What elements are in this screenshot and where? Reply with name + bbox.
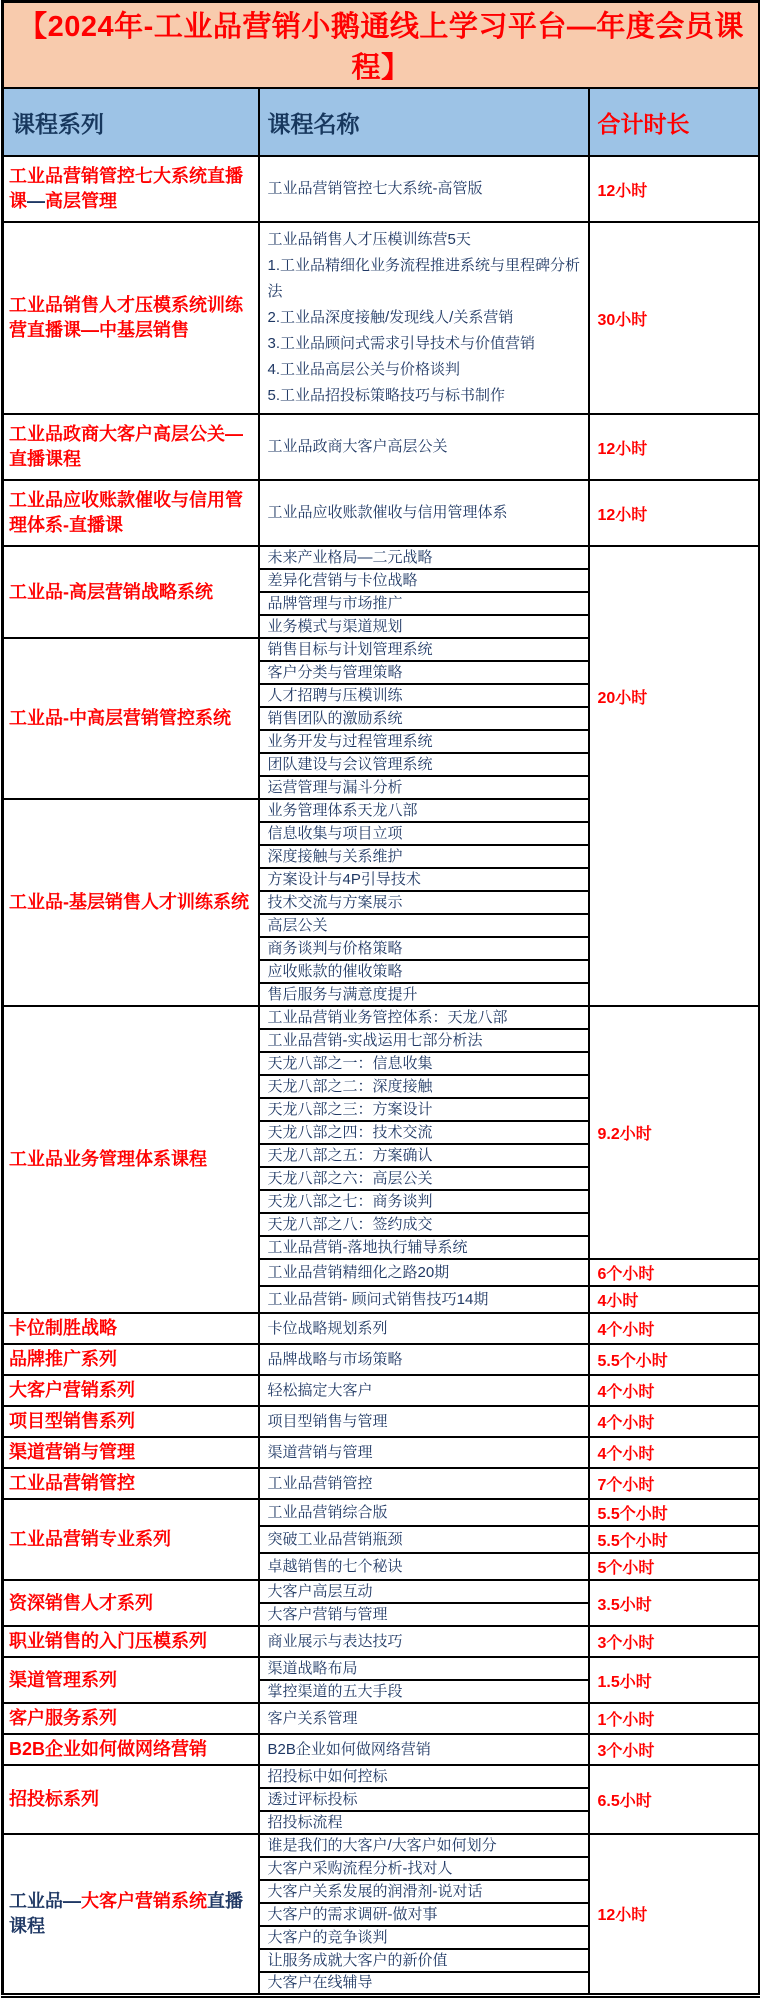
table-row [3,1703,760,1734]
course-cell: 天龙八部之五：方案确认 [259,1144,589,1167]
course-cell: 技术交流与方案展示 [259,891,589,914]
duration-cell: 5个小时 [589,1553,760,1580]
course-cell: 品牌战略与市场策略 [259,1344,589,1375]
course-cell: 未来产业格局—二元战略 [259,546,589,569]
course-cell: 高层公关 [259,914,589,937]
course-cell: 天龙八部之二：深度接触 [259,1075,589,1098]
series-text-segment: 工业品应收账款催收与信用管理体系-直播课 [9,490,243,535]
duration-cell: 6个小时 [589,1259,760,1286]
duration-cell: 5.5个小时 [589,1344,760,1375]
series-cell [3,1765,259,1834]
course-cell: 招投标中如何控标 [259,1765,589,1788]
course-cell: 突破工业品营销瓶颈 [259,1526,589,1553]
course-cell: 工业品营销综合版 [259,1499,589,1526]
course-cell: 让服务成就大客户的新价值 [259,1949,589,1972]
course-cell: 天龙八部之一：信息收集 [259,1052,589,1075]
table-row [3,222,760,414]
table-row [3,414,760,480]
course-cell: 大客户关系发展的润滑剂-说对话 [259,1880,589,1903]
course-cell: 渠道营销与管理 [259,1437,589,1468]
series-text-segment: 工业品政商大客户高层公关—直播课程 [9,424,243,469]
duration-cell: 4个小时 [589,1375,760,1406]
course-cell: 卡位战略规划系列 [259,1313,589,1344]
table-row [3,1626,760,1657]
series-text-segment: 直播课程 [9,1890,243,1936]
course-cell: 售后服务与满意度提升 [259,983,589,1006]
course-cell: 天龙八部之六：高层公关 [259,1167,589,1190]
course-cell [259,222,589,414]
course-cell: 大客户高层互动 [259,1580,589,1603]
duration-cell: 6.5小时 [589,1765,760,1834]
series-text-segment: 渠道营销与管理 [9,1442,135,1462]
series-cell [3,1313,259,1344]
series-text-segment: 工业品营销管控 [9,1473,135,1493]
course-cell: B2B企业如何做网络营销 [259,1734,589,1765]
series-text-segment: 客户服务系列 [9,1708,117,1728]
duration-cell: 4个小时 [589,1406,760,1437]
duration-cell: 7个小时 [589,1468,760,1499]
course-line: 2.工业品深度接触/发现线人/关系营销 [267,309,514,326]
course-cell: 深度接触与关系维护 [259,845,589,868]
series-text-segment: 项目型销售系列 [9,1411,135,1431]
series-cell [3,1468,259,1499]
series-text-segment: 大客户营销系列 [9,1380,135,1400]
course-table [1,0,760,1998]
course-cell: 差异化营销与卡位战略 [259,569,589,592]
table-row [3,1375,760,1406]
title-row [3,2,760,89]
duration-cell: 30小时 [589,222,760,414]
course-cell: 天龙八部之四：技术交流 [259,1121,589,1144]
duration-cell: 4小时 [589,1286,760,1313]
series-text-segment: 资深销售人才系列 [9,1592,153,1613]
course-cell: 业务模式与渠道规划 [259,615,589,638]
course-cell: 工业品营销业务管控体系：天龙八部 [259,1006,589,1029]
series-cell [3,1703,259,1734]
column-header-series: 课程系列 [3,88,259,156]
course-line: 3.工业品顾问式需求引导技术与价值营销 [267,335,536,352]
duration-cell: 1个小时 [589,1703,760,1734]
table-header-row [3,88,760,156]
table-row [3,1406,760,1437]
table-row [3,1006,760,1029]
course-line: 工业品营销管控七大系统-高管版 [267,180,483,197]
table-row [3,1344,760,1375]
table-row [3,156,760,222]
series-text-segment: 渠道管理系列 [9,1669,117,1690]
duration-cell: 12小时 [589,414,760,480]
course-cell: 天龙八部之三：方案设计 [259,1098,589,1121]
series-cell [3,799,259,1006]
duration-cell: 20小时 [589,546,760,1006]
course-cell: 业务开发与过程管理系统 [259,730,589,753]
course-cell: 工业品营销管控 [259,1468,589,1499]
table-row [3,1313,760,1344]
duration-cell: 4个小时 [589,1437,760,1468]
column-header-duration: 合计时长 [589,88,760,156]
table-row [3,480,760,546]
series-cell [3,1580,259,1626]
series-text-segment: — [63,1890,81,1911]
duration-cell: 3个小时 [589,1734,760,1765]
table-body [3,156,760,1995]
series-text-segment: 工业品业务管理体系课程 [9,1149,207,1169]
series-text-segment: — [27,191,45,211]
course-cell: 透过评标投标 [259,1788,589,1811]
series-text-segment: 大客户营销系统 [81,1890,207,1911]
course-cell: 渠道战略布局 [259,1657,589,1680]
series-cell [3,638,259,799]
series-text-segment: 工业品营销专业系列 [9,1529,171,1549]
series-text-segment: 卡位制胜战略 [9,1318,117,1338]
series-cell [3,1006,259,1313]
course-cell: 天龙八部之八：签约成交 [259,1213,589,1236]
course-cell: 运营管理与漏斗分析 [259,776,589,799]
duration-cell: 3.5小时 [589,1580,760,1626]
series-cell [3,1657,259,1703]
table-row [3,546,760,569]
duration-cell: 5.5个小时 [589,1526,760,1553]
course-line: 工业品政商大客户高层公关 [267,438,448,455]
course-cell: 客户分类与管理策略 [259,661,589,684]
course-cell: 大客户采购流程分析-找对人 [259,1857,589,1880]
course-cell: 人才招聘与压模训练 [259,684,589,707]
series-cell [3,222,259,414]
course-cell: 团队建设与会议管理系统 [259,753,589,776]
course-cell: 方案设计与4P引导技术 [259,868,589,891]
course-cell: 商务谈判与价格策略 [259,937,589,960]
course-cell [259,414,589,480]
duration-cell: 3个小时 [589,1626,760,1657]
series-cell [3,414,259,480]
series-cell [3,480,259,546]
duration-cell: 12小时 [589,480,760,546]
duration-cell: 5.5个小时 [589,1499,760,1526]
duration-cell: 1.5小时 [589,1657,760,1703]
course-cell: 工业品营销精细化之路20期 [259,1259,589,1286]
table-row [3,1734,760,1765]
course-cell: 信息收集与项目立项 [259,822,589,845]
table-row [3,1580,760,1603]
series-cell [3,1734,259,1765]
series-text-segment: 品牌推广系列 [9,1349,117,1369]
series-text-segment: 工业品-高层营销战略系统 [9,581,213,602]
course-cell: 谁是我们的大客户/大客户如何划分 [259,1834,589,1857]
course-cell: 轻松搞定大客户 [259,1375,589,1406]
course-cell: 大客户营销与管理 [259,1603,589,1626]
series-cell [3,546,259,638]
series-cell [3,1406,259,1437]
course-cell: 卓越销售的七个秘诀 [259,1553,589,1580]
series-text-segment: 职业销售的入门压模系列 [9,1631,207,1651]
series-text-segment: 工业品-基层销售人才训练系统 [9,892,249,912]
series-text-segment: 工业品销售人才压模系统训练营直播课—中基层销售 [9,295,243,340]
table-row [3,1657,760,1680]
series-cell [3,1437,259,1468]
table-row [3,1499,760,1526]
table-row [3,1468,760,1499]
course-cell [259,480,589,546]
series-text-segment: 招投标系列 [9,1789,99,1809]
course-cell: 大客户的需求调研-做对事 [259,1903,589,1926]
course-cell: 销售目标与计划管理系统 [259,638,589,661]
course-line: 4.工业品高层公关与价格谈判 [267,361,461,378]
course-cell: 商业展示与表达技巧 [259,1626,589,1657]
series-text-segment: 高层管理 [45,191,117,211]
series-text-segment: 工业品营销管控七大系统直播课 [9,166,243,211]
course-line: 5.工业品招投标策略技巧与标书制作 [267,387,506,404]
course-cell: 天龙八部之七：商务谈判 [259,1190,589,1213]
course-cell: 销售团队的激励系统 [259,707,589,730]
course-cell: 应收账款的催收策略 [259,960,589,983]
course-line: 工业品应收账款催收与信用管理体系 [267,504,508,521]
course-cell: 招投标流程 [259,1811,589,1834]
course-cell [259,156,589,222]
course-cell: 客户关系管理 [259,1703,589,1734]
course-line: 1.工业品精细化业务流程推进系统与里程碑分析法 [267,257,581,300]
course-cell: 工业品营销- 顾问式销售技巧14期 [259,1286,589,1313]
series-cell [3,1344,259,1375]
series-cell [3,1626,259,1657]
series-text-segment: B2B企业如何做网络营销 [9,1739,208,1759]
page-title: 【2024年-工业品营销小鹅通线上学习平台—年度会员课程】 [3,2,760,89]
duration-cell: 4个小时 [589,1313,760,1344]
course-cell: 工业品营销-实战运用七部分析法 [259,1029,589,1052]
duration-cell: 9.2小时 [589,1006,760,1259]
course-cell: 大客户的竞争谈判 [259,1926,589,1949]
series-text-segment: 工业品-中高层营销管控系统 [9,708,231,728]
duration-cell: 12小时 [589,1834,760,1995]
column-header-course-name: 课程名称 [259,88,589,156]
duration-cell: 12小时 [589,156,760,222]
series-text-segment: 工业品 [9,1890,63,1911]
table-row [3,1437,760,1468]
series-cell [3,1499,259,1580]
course-line: 工业品销售人才压模训练营5天 [267,231,471,248]
course-cell: 品牌管理与市场推广 [259,592,589,615]
course-cell: 项目型销售与管理 [259,1406,589,1437]
series-cell [3,1834,259,1995]
course-cell: 业务管理体系天龙八部 [259,799,589,822]
course-cell: 工业品营销-落地执行辅导系统 [259,1236,589,1259]
series-cell [3,1375,259,1406]
course-cell: 掌控渠道的五大手段 [259,1680,589,1703]
series-cell [3,156,259,222]
course-cell: 大客户在线辅导 [259,1972,589,1995]
table-row [3,1765,760,1788]
